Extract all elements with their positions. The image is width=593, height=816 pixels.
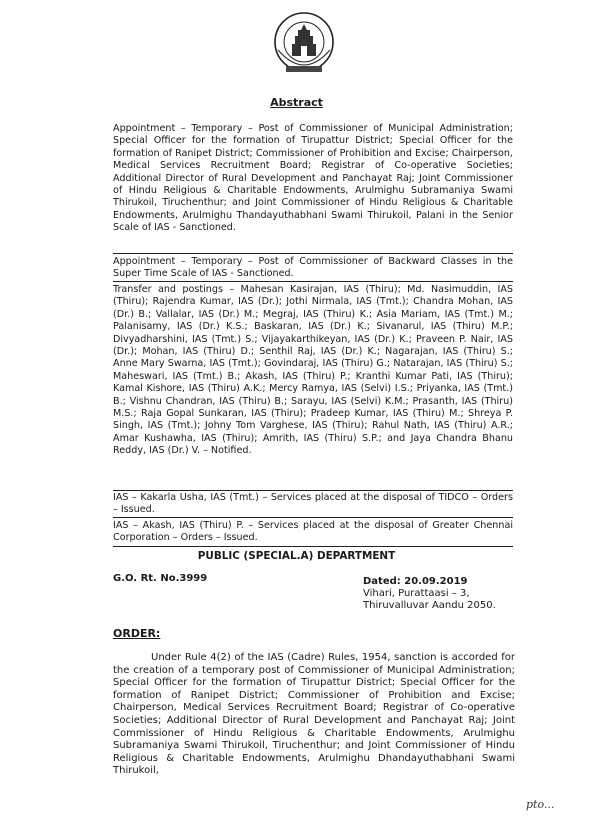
abstract-item-municipal-posts <box>113 123 513 235</box>
order-body: Under Rule 4(2) of the IAS (Cadre) Rules, 1954, sanction is accorded for the creation of a temporary post of Commissioner of Municipal Administration; Special Officer for the formation of Tirupattur District; Special Officer for the formation of Ranipet District; Commissioner of Prohibition and Excise; Chairperson, Medical Services Recruitment Board; Registrar of Co-operative Societies; Additional Director of Rural Development and Panchayat Raj; Joint Commissioner of Hindu Religious & Charitable Endowments, Arulmighu Subramaniya Swami Thirukoil, Tiruchenthur; and Joint Commissioner of Hindu Religious & Charitable Endowments, Arulmighu Dhandayuthabhani Swami Thirukoil, <box>113 652 515 777</box>
abstract-item-gcc <box>113 520 513 545</box>
divider <box>113 490 513 491</box>
tamil-nadu-government-emblem-icon <box>272 10 336 80</box>
dated-tamil-year: Thiruvalluvar Aandu 2050. <box>363 600 496 611</box>
divider <box>113 281 513 282</box>
divider <box>113 253 513 254</box>
abstract-item-transfers <box>113 284 513 458</box>
abstract-item-text: Transfer and postings – Mahesan Kasirajan, IAS (Thiru); Md. Nasimuddin, IAS (Thiru); Rajendra Kumar, IAS (Dr.); Jothi Nirmala, IAS (Tmt.); Chandra Mohan, IAS (Dr.) B.; Vallalar, IAS (Dr.) M.; Megraj, IAS (Thiru) K.; Asia Mariam, IAS (Tmt.) M.; Palanisamy, IAS (Dr.) K.S.; Baskaran, IAS (Dr.) K.; Sivanarul, IAS (Thiru) M.P.; Divyadharshini, IAS (Tmt.) S.; Vijayakarthikeyan, IAS (Dr.) K.; Praveen P. Nair, IAS (Dr.); Mohan, IAS (Thiru) D.; Senthil Raj, IAS (Dr.) K.; Nagarajan, IAS (Thiru) S.; Anne Mary Swarna, IAS (Tmt.); Govindaraj, IAS (Thiru) G.; Natarajan, IAS (Thiru) S.; Maheswari, IAS (Tmt.) B.; Akash, IAS (Thiru) P.; Kranthi Kumar Pati, IAS (Thiru); Kamal Kishore, IAS (Thiru) A.K.; Mercy Ramya, IAS (Selvi) I.S.; Priyanka, IAS (Tmt.) B.; Vishnu Chandran, IAS (Thiru) B.; Sarayu, IAS (Selvi) K.M.; Prasanth, IAS (Thiru) M.S.; Raja Gopal Sunkaran, IAS (Thiru); Pradeep Kumar, IAS (Thiru) M.; Shreya P. Singh, IAS (Tmt.); Johny Tom Varghese, IAS (Thiru); Rahul Nath, IAS (Thiru) A.R.; Amar Kushawha, IAS (Thiru); Amrith, IAS (Thiru) S.P.; and Jaya Chandra Bhanu Reddy, IAS (Dr.) V. – Notified. <box>113 284 513 457</box>
abstract-item-tidco <box>113 492 513 517</box>
go-number: G.O. Rt. No.3999 <box>113 573 208 584</box>
abstract-item-text: IAS – Kakarla Usha, IAS (Tmt.) – Services placed at the disposal of TIDCO – Orders – Issued. <box>113 492 513 516</box>
divider <box>113 517 513 518</box>
dated-tamil-date: Vihari, Purattaasi – 3, <box>363 588 470 599</box>
department-heading: PUBLIC (SPECIAL.A) DEPARTMENT <box>197 550 396 562</box>
abstract-title: Abstract <box>270 96 323 109</box>
abstract-item-text: Appointment – Temporary – Post of Commissioner of Backward Classes in the Super Time Scale of IAS - Sanctioned. <box>113 256 513 280</box>
abstract-item-backward-classes <box>113 256 513 281</box>
abstract-item-text: Appointment – Temporary – Post of Commissioner of Municipal Administration; Special Officer for the formation of Tirupattur District; Special Officer for the formation of Ranipet District; Commissioner of Prohibition and Excise; Chairperson, Medical Services Recruitment Board; Registrar of Co-operative Societies; Additional Director of Rural Development and Panchayat Raj; Joint Commissioner of Hindu Religious & Charitable Endowments, Arulmighu Subramaniya Swami Thirukoil, Tiruchenthur; and Joint Commissioner of Hindu Religious & Charitable Endowments, Arulmighu Thandayuthabhani Swami Thirukoil, Palani in the Senior Scale of IAS - Sanctioned. <box>113 123 513 234</box>
order-heading: ORDER: <box>113 627 161 640</box>
dated-date: Dated: 20.09.2019 <box>363 576 468 587</box>
dated-block <box>363 576 496 612</box>
pto-note: pto... <box>526 798 555 811</box>
divider <box>113 546 513 547</box>
abstract-item-text: IAS – Akash, IAS (Thiru) P. – Services placed at the disposal of Greater Chennai Corporation – Orders – Issued. <box>113 520 513 544</box>
